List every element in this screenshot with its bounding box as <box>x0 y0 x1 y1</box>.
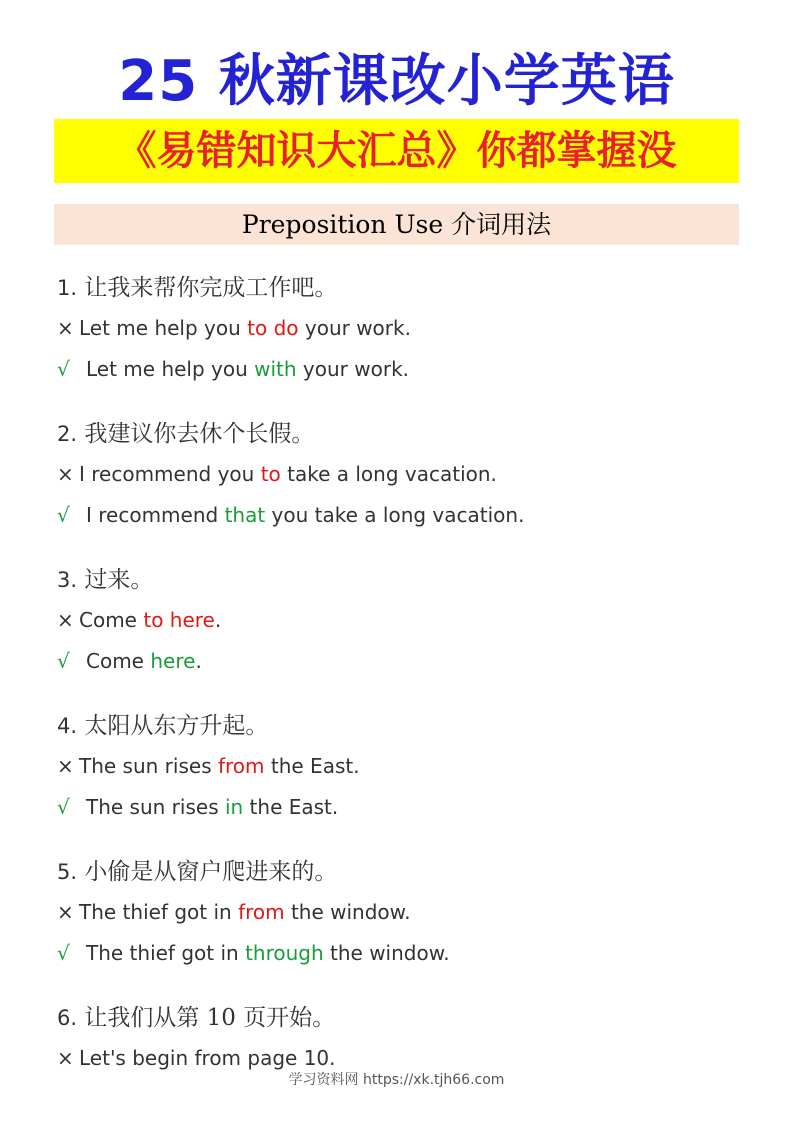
cross-icon: × <box>57 900 74 924</box>
sentence-text: Let me help you <box>79 316 248 340</box>
sentence-text: . <box>214 608 222 632</box>
sentence-text: I recommend <box>86 503 225 527</box>
check-icon: √ <box>57 357 70 381</box>
sentence-text: the East. <box>243 795 339 819</box>
item-number: 1. <box>57 276 78 300</box>
correct-highlight: here <box>150 649 196 673</box>
correct-highlight: through <box>245 941 324 965</box>
sentence-text: I recommend you <box>79 462 261 486</box>
check-icon: √ <box>57 795 70 819</box>
sentence-text: the window. <box>284 900 411 924</box>
chinese-text: 太阳从东方升起。 <box>84 713 269 739</box>
sentence-text: the East. <box>264 754 360 778</box>
list-item <box>57 414 757 560</box>
sentence-text: Come <box>79 608 144 632</box>
chinese-text: 过来。 <box>84 567 154 593</box>
chinese-sentence <box>57 998 757 1038</box>
item-number: 4. <box>57 714 78 738</box>
correct-highlight: in <box>224 795 244 819</box>
cross-icon: × <box>57 1046 74 1070</box>
wrong-sentence <box>57 600 757 641</box>
list-item <box>57 268 757 414</box>
list-item <box>57 852 757 998</box>
chinese-text: 让我来帮你完成工作吧。 <box>84 275 338 301</box>
sentence-text: you take a long vacation. <box>265 503 525 527</box>
correct-sentence <box>57 495 757 536</box>
check-icon: √ <box>57 941 70 965</box>
cross-icon: × <box>57 754 74 778</box>
chinese-sentence <box>57 706 757 746</box>
chinese-sentence <box>57 268 757 308</box>
page-title: 25 秋新课改小学英语 <box>118 49 675 114</box>
sentence-text: . <box>195 649 202 673</box>
check-icon: √ <box>57 503 70 527</box>
wrong-highlight: to do <box>247 316 299 340</box>
sentence-text: The sun rises <box>86 795 225 819</box>
wrong-highlight: to <box>260 462 281 486</box>
chinese-text: 我建议你去休个长假。 <box>84 421 315 447</box>
sentence-text: your work. <box>296 357 410 381</box>
wrong-highlight: to here <box>143 608 215 632</box>
check-icon: √ <box>57 649 70 673</box>
sentence-text: The thief got in <box>79 900 239 924</box>
cross-icon: × <box>57 316 74 340</box>
correct-sentence <box>57 349 757 390</box>
list-item <box>57 706 757 852</box>
sentence-text: take a long vacation. <box>280 462 497 486</box>
correct-sentence <box>57 787 757 828</box>
subtitle-banner: 《易错知识大汇总》你都掌握没 <box>54 119 739 183</box>
footer-watermark: 学习资料网 https://xk.tjh66.com <box>288 1072 505 1088</box>
sentence-text: the window. <box>323 941 450 965</box>
cross-icon: × <box>57 462 74 486</box>
sentence-text: Let me help you <box>86 357 255 381</box>
sentence-text: Let's begin from page 10. <box>79 1046 336 1070</box>
item-number: 5. <box>57 860 78 884</box>
chinese-text: 让我们从第 10 页开始。 <box>84 1005 336 1031</box>
chinese-sentence <box>57 414 757 454</box>
sentence-text: The sun rises <box>79 754 218 778</box>
wrong-highlight: from <box>217 754 265 778</box>
wrong-sentence <box>57 454 757 495</box>
wrong-sentence <box>57 892 757 933</box>
correct-sentence <box>57 933 757 974</box>
correct-sentence <box>57 641 757 682</box>
wrong-sentence <box>57 746 757 787</box>
sentence-text: your work. <box>298 316 411 340</box>
correct-highlight: with <box>254 357 297 381</box>
chinese-text: 小偷是从窗户爬进来的。 <box>84 859 338 885</box>
sentence-text: The thief got in <box>86 941 246 965</box>
chinese-sentence <box>57 560 757 600</box>
item-number: 6. <box>57 1006 78 1030</box>
chinese-sentence <box>57 852 757 892</box>
section-heading: Preposition Use 介词用法 <box>54 204 739 245</box>
list-item <box>57 560 757 706</box>
wrong-highlight: from <box>238 900 285 924</box>
error-list <box>57 268 757 1144</box>
wrong-sentence <box>57 308 757 349</box>
cross-icon: × <box>57 608 74 632</box>
item-number: 2. <box>57 422 78 446</box>
correct-highlight: that <box>224 503 266 527</box>
item-number: 3. <box>57 568 78 592</box>
sentence-text: Come <box>86 649 151 673</box>
